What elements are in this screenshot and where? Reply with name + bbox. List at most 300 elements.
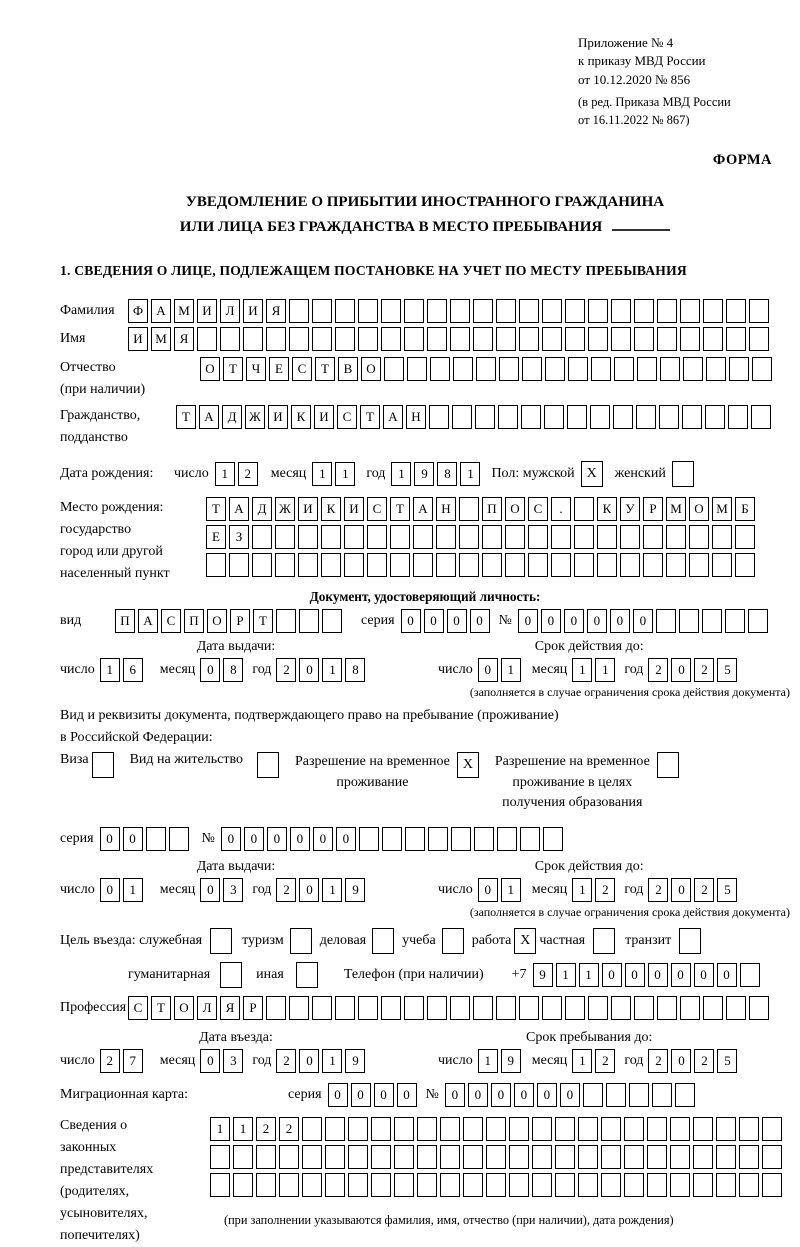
char-cell[interactable]: [728, 405, 748, 429]
char-cell[interactable]: [703, 299, 723, 323]
char-cell[interactable]: 0: [100, 878, 120, 902]
char-cell[interactable]: 8: [345, 658, 365, 682]
char-cell[interactable]: [497, 827, 517, 851]
char-cell[interactable]: 1: [501, 658, 521, 682]
char-cell[interactable]: [735, 525, 755, 549]
char-cell[interactable]: [473, 327, 493, 351]
char-cell[interactable]: Ж: [275, 497, 295, 521]
char-cell[interactable]: [430, 357, 450, 381]
char-cell[interactable]: [407, 357, 427, 381]
char-cell[interactable]: 0: [671, 1049, 691, 1073]
char-cell[interactable]: [749, 299, 769, 323]
char-cell[interactable]: [413, 553, 433, 577]
char-cell[interactable]: 2: [694, 1049, 714, 1073]
purpose-transit-checkbox[interactable]: [679, 928, 701, 954]
char-cell[interactable]: Р: [230, 609, 250, 633]
char-cell[interactable]: [371, 1117, 391, 1141]
char-cell[interactable]: [344, 525, 364, 549]
char-cell[interactable]: [482, 553, 502, 577]
char-cell[interactable]: [519, 299, 539, 323]
char-cell[interactable]: [634, 996, 654, 1020]
char-cell[interactable]: [528, 525, 548, 549]
char-cell[interactable]: 1: [478, 1049, 498, 1073]
char-cell[interactable]: [629, 1083, 649, 1107]
char-cell[interactable]: [670, 1145, 690, 1169]
char-cell[interactable]: [578, 1145, 598, 1169]
char-cell[interactable]: Ф: [128, 299, 148, 323]
char-cell[interactable]: 6: [123, 658, 143, 682]
char-cell[interactable]: [555, 1145, 575, 1169]
char-cell[interactable]: [436, 553, 456, 577]
char-cell[interactable]: [601, 1173, 621, 1197]
char-cell[interactable]: [614, 357, 634, 381]
char-cell[interactable]: О: [207, 609, 227, 633]
char-cell[interactable]: [751, 405, 771, 429]
char-cell[interactable]: [459, 553, 479, 577]
char-cell[interactable]: 2: [595, 878, 615, 902]
char-cell[interactable]: 0: [299, 1049, 319, 1073]
char-cell[interactable]: [394, 1117, 414, 1141]
purpose-study-checkbox[interactable]: [442, 928, 464, 954]
char-cell[interactable]: [413, 525, 433, 549]
char-cell[interactable]: [652, 1083, 672, 1107]
char-cell[interactable]: Д: [252, 497, 272, 521]
char-cell[interactable]: .: [551, 497, 571, 521]
char-cell[interactable]: 0: [244, 827, 264, 851]
char-cell[interactable]: 1: [501, 878, 521, 902]
char-cell[interactable]: [371, 1173, 391, 1197]
char-cell[interactable]: 0: [478, 878, 498, 902]
char-cell[interactable]: 1: [322, 878, 342, 902]
char-cell[interactable]: 0: [564, 609, 584, 633]
char-cell[interactable]: 1: [572, 878, 592, 902]
char-cell[interactable]: 0: [625, 963, 645, 987]
char-cell[interactable]: 0: [445, 1083, 465, 1107]
char-cell[interactable]: [450, 327, 470, 351]
char-cell[interactable]: 1: [391, 462, 411, 486]
char-cell[interactable]: [335, 327, 355, 351]
char-cell[interactable]: [476, 357, 496, 381]
char-cell[interactable]: [716, 1117, 736, 1141]
char-cell[interactable]: [528, 553, 548, 577]
char-cell[interactable]: [532, 1145, 552, 1169]
char-cell[interactable]: [762, 1117, 782, 1141]
char-cell[interactable]: [463, 1173, 483, 1197]
char-cell[interactable]: [555, 1117, 575, 1141]
char-cell[interactable]: [735, 553, 755, 577]
char-cell[interactable]: 0: [200, 1049, 220, 1073]
char-cell[interactable]: [726, 327, 746, 351]
char-cell[interactable]: [693, 1117, 713, 1141]
char-cell[interactable]: 0: [560, 1083, 580, 1107]
char-cell[interactable]: [659, 405, 679, 429]
char-cell[interactable]: [543, 827, 563, 851]
char-cell[interactable]: 2: [276, 878, 296, 902]
char-cell[interactable]: 0: [328, 1083, 348, 1107]
char-cell[interactable]: [689, 553, 709, 577]
char-cell[interactable]: О: [200, 357, 220, 381]
char-cell[interactable]: [359, 827, 379, 851]
char-cell[interactable]: [519, 327, 539, 351]
char-cell[interactable]: [725, 609, 745, 633]
char-cell[interactable]: [588, 299, 608, 323]
char-cell[interactable]: [473, 996, 493, 1020]
char-cell[interactable]: Н: [406, 405, 426, 429]
char-cell[interactable]: [417, 1145, 437, 1169]
char-cell[interactable]: 0: [537, 1083, 557, 1107]
char-cell[interactable]: [574, 497, 594, 521]
char-cell[interactable]: [322, 609, 342, 633]
char-cell[interactable]: [384, 357, 404, 381]
char-cell[interactable]: Т: [206, 497, 226, 521]
char-cell[interactable]: И: [268, 405, 288, 429]
char-cell[interactable]: [473, 299, 493, 323]
char-cell[interactable]: А: [151, 299, 171, 323]
char-cell[interactable]: [606, 1083, 626, 1107]
char-cell[interactable]: 0: [633, 609, 653, 633]
char-cell[interactable]: 0: [200, 658, 220, 682]
char-cell[interactable]: А: [138, 609, 158, 633]
char-cell[interactable]: Ч: [246, 357, 266, 381]
char-cell[interactable]: [726, 299, 746, 323]
char-cell[interactable]: [482, 525, 502, 549]
char-cell[interactable]: [348, 1117, 368, 1141]
char-cell[interactable]: [404, 996, 424, 1020]
char-cell[interactable]: [348, 1145, 368, 1169]
char-cell[interactable]: 1: [215, 462, 235, 486]
char-cell[interactable]: [509, 1117, 529, 1141]
char-cell[interactable]: [312, 996, 332, 1020]
char-cell[interactable]: [532, 1117, 552, 1141]
char-cell[interactable]: [394, 1173, 414, 1197]
char-cell[interactable]: [666, 553, 686, 577]
char-cell[interactable]: Е: [269, 357, 289, 381]
purpose-private-checkbox[interactable]: [593, 928, 615, 954]
char-cell[interactable]: 2: [256, 1117, 276, 1141]
char-cell[interactable]: 9: [345, 1049, 365, 1073]
char-cell[interactable]: [693, 1173, 713, 1197]
char-cell[interactable]: [417, 1117, 437, 1141]
char-cell[interactable]: 8: [223, 658, 243, 682]
char-cell[interactable]: [739, 1145, 759, 1169]
char-cell[interactable]: [624, 1173, 644, 1197]
char-cell[interactable]: [146, 827, 166, 851]
char-cell[interactable]: [748, 609, 768, 633]
char-cell[interactable]: [620, 553, 640, 577]
char-cell[interactable]: 1: [579, 963, 599, 987]
char-cell[interactable]: С: [161, 609, 181, 633]
char-cell[interactable]: 2: [648, 878, 668, 902]
char-cell[interactable]: С: [337, 405, 357, 429]
char-cell[interactable]: [381, 327, 401, 351]
char-cell[interactable]: Т: [176, 405, 196, 429]
char-cell[interactable]: 0: [336, 827, 356, 851]
char-cell[interactable]: [740, 963, 760, 987]
char-cell[interactable]: [693, 1145, 713, 1169]
char-cell[interactable]: 1: [335, 462, 355, 486]
char-cell[interactable]: [486, 1173, 506, 1197]
char-cell[interactable]: [716, 1145, 736, 1169]
char-cell[interactable]: [486, 1145, 506, 1169]
char-cell[interactable]: [289, 996, 309, 1020]
char-cell[interactable]: Т: [253, 609, 273, 633]
purpose-humanitarian-checkbox[interactable]: [220, 962, 242, 988]
char-cell[interactable]: 1: [595, 658, 615, 682]
char-cell[interactable]: [624, 1145, 644, 1169]
char-cell[interactable]: [505, 553, 525, 577]
char-cell[interactable]: [463, 1145, 483, 1169]
char-cell[interactable]: [289, 299, 309, 323]
char-cell[interactable]: 1: [100, 658, 120, 682]
char-cell[interactable]: 0: [478, 658, 498, 682]
char-cell[interactable]: 2: [276, 658, 296, 682]
char-cell[interactable]: 0: [468, 1083, 488, 1107]
char-cell[interactable]: [597, 525, 617, 549]
char-cell[interactable]: 0: [221, 827, 241, 851]
char-cell[interactable]: [299, 609, 319, 633]
char-cell[interactable]: Т: [151, 996, 171, 1020]
char-cell[interactable]: 0: [299, 878, 319, 902]
char-cell[interactable]: [381, 299, 401, 323]
char-cell[interactable]: [565, 299, 585, 323]
char-cell[interactable]: [545, 357, 565, 381]
char-cell[interactable]: [532, 1173, 552, 1197]
temp-residence-edu-checkbox[interactable]: [657, 752, 679, 778]
char-cell[interactable]: [275, 553, 295, 577]
char-cell[interactable]: [567, 405, 587, 429]
char-cell[interactable]: [417, 1173, 437, 1197]
char-cell[interactable]: Р: [643, 497, 663, 521]
sex-male-checkbox[interactable]: X: [581, 461, 603, 487]
char-cell[interactable]: [358, 996, 378, 1020]
char-cell[interactable]: [716, 1173, 736, 1197]
char-cell[interactable]: [427, 327, 447, 351]
char-cell[interactable]: 2: [100, 1049, 120, 1073]
char-cell[interactable]: [611, 996, 631, 1020]
char-cell[interactable]: 0: [123, 827, 143, 851]
char-cell[interactable]: 0: [717, 963, 737, 987]
char-cell[interactable]: М: [666, 497, 686, 521]
char-cell[interactable]: О: [689, 497, 709, 521]
char-cell[interactable]: 0: [671, 878, 691, 902]
char-cell[interactable]: И: [243, 299, 263, 323]
char-cell[interactable]: С: [292, 357, 312, 381]
char-cell[interactable]: [344, 553, 364, 577]
char-cell[interactable]: 0: [541, 609, 561, 633]
char-cell[interactable]: [679, 609, 699, 633]
char-cell[interactable]: [325, 1117, 345, 1141]
char-cell[interactable]: [243, 327, 263, 351]
char-cell[interactable]: [647, 1173, 667, 1197]
char-cell[interactable]: У: [620, 497, 640, 521]
char-cell[interactable]: 2: [694, 878, 714, 902]
char-cell[interactable]: З: [229, 525, 249, 549]
char-cell[interactable]: [624, 1117, 644, 1141]
char-cell[interactable]: [601, 1117, 621, 1141]
char-cell[interactable]: [381, 996, 401, 1020]
char-cell[interactable]: [509, 1173, 529, 1197]
char-cell[interactable]: [682, 405, 702, 429]
char-cell[interactable]: 0: [610, 609, 630, 633]
char-cell[interactable]: [634, 299, 654, 323]
char-cell[interactable]: [451, 827, 471, 851]
char-cell[interactable]: 0: [518, 609, 538, 633]
char-cell[interactable]: [680, 996, 700, 1020]
char-cell[interactable]: [542, 996, 562, 1020]
char-cell[interactable]: [703, 327, 723, 351]
char-cell[interactable]: [367, 553, 387, 577]
char-cell[interactable]: 9: [414, 462, 434, 486]
char-cell[interactable]: 1: [123, 878, 143, 902]
char-cell[interactable]: [206, 553, 226, 577]
purpose-official-checkbox[interactable]: [210, 928, 232, 954]
char-cell[interactable]: Я: [266, 299, 286, 323]
char-cell[interactable]: [302, 1145, 322, 1169]
char-cell[interactable]: [680, 327, 700, 351]
char-cell[interactable]: Н: [436, 497, 456, 521]
char-cell[interactable]: 1: [322, 1049, 342, 1073]
char-cell[interactable]: [197, 327, 217, 351]
char-cell[interactable]: И: [314, 405, 334, 429]
char-cell[interactable]: [498, 405, 518, 429]
char-cell[interactable]: [647, 1117, 667, 1141]
char-cell[interactable]: 2: [648, 658, 668, 682]
char-cell[interactable]: [266, 327, 286, 351]
char-cell[interactable]: [588, 996, 608, 1020]
char-cell[interactable]: [428, 827, 448, 851]
char-cell[interactable]: 7: [123, 1049, 143, 1073]
temp-residence-checkbox[interactable]: X: [457, 752, 479, 778]
char-cell[interactable]: [394, 1145, 414, 1169]
char-cell[interactable]: [574, 553, 594, 577]
char-cell[interactable]: [551, 525, 571, 549]
char-cell[interactable]: [496, 327, 516, 351]
char-cell[interactable]: [276, 609, 296, 633]
char-cell[interactable]: [643, 525, 663, 549]
char-cell[interactable]: [544, 405, 564, 429]
char-cell[interactable]: [302, 1173, 322, 1197]
char-cell[interactable]: [656, 609, 676, 633]
char-cell[interactable]: [542, 299, 562, 323]
char-cell[interactable]: 1: [556, 963, 576, 987]
char-cell[interactable]: 9: [345, 878, 365, 902]
char-cell[interactable]: П: [115, 609, 135, 633]
char-cell[interactable]: Д: [222, 405, 242, 429]
char-cell[interactable]: А: [413, 497, 433, 521]
char-cell[interactable]: [427, 996, 447, 1020]
char-cell[interactable]: [505, 525, 525, 549]
char-cell[interactable]: [429, 405, 449, 429]
char-cell[interactable]: [382, 827, 402, 851]
char-cell[interactable]: 1: [210, 1117, 230, 1141]
char-cell[interactable]: [440, 1145, 460, 1169]
char-cell[interactable]: [521, 405, 541, 429]
char-cell[interactable]: [675, 1083, 695, 1107]
char-cell[interactable]: [729, 357, 749, 381]
char-cell[interactable]: [643, 553, 663, 577]
char-cell[interactable]: [252, 553, 272, 577]
visa-checkbox[interactable]: [92, 752, 114, 778]
char-cell[interactable]: [459, 497, 479, 521]
char-cell[interactable]: [335, 996, 355, 1020]
char-cell[interactable]: [647, 1145, 667, 1169]
char-cell[interactable]: [233, 1145, 253, 1169]
char-cell[interactable]: [509, 1145, 529, 1169]
char-cell[interactable]: [590, 405, 610, 429]
char-cell[interactable]: 0: [671, 658, 691, 682]
char-cell[interactable]: А: [383, 405, 403, 429]
char-cell[interactable]: [726, 996, 746, 1020]
purpose-tourism-checkbox[interactable]: [290, 928, 312, 954]
char-cell[interactable]: 1: [312, 462, 332, 486]
char-cell[interactable]: [636, 405, 656, 429]
char-cell[interactable]: [312, 299, 332, 323]
char-cell[interactable]: 0: [401, 609, 421, 633]
char-cell[interactable]: Т: [390, 497, 410, 521]
char-cell[interactable]: [660, 357, 680, 381]
char-cell[interactable]: [739, 1173, 759, 1197]
char-cell[interactable]: 3: [223, 878, 243, 902]
char-cell[interactable]: [555, 1173, 575, 1197]
char-cell[interactable]: 1: [460, 462, 480, 486]
char-cell[interactable]: [657, 996, 677, 1020]
char-cell[interactable]: И: [298, 497, 318, 521]
char-cell[interactable]: К: [291, 405, 311, 429]
char-cell[interactable]: 0: [694, 963, 714, 987]
char-cell[interactable]: [574, 525, 594, 549]
char-cell[interactable]: [613, 405, 633, 429]
char-cell[interactable]: [404, 299, 424, 323]
char-cell[interactable]: 0: [587, 609, 607, 633]
char-cell[interactable]: [578, 1117, 598, 1141]
char-cell[interactable]: 0: [491, 1083, 511, 1107]
char-cell[interactable]: [390, 553, 410, 577]
char-cell[interactable]: [637, 357, 657, 381]
char-cell[interactable]: [450, 996, 470, 1020]
char-cell[interactable]: 2: [276, 1049, 296, 1073]
char-cell[interactable]: 0: [514, 1083, 534, 1107]
char-cell[interactable]: 2: [694, 658, 714, 682]
char-cell[interactable]: [542, 327, 562, 351]
char-cell[interactable]: 5: [717, 658, 737, 682]
char-cell[interactable]: [210, 1173, 230, 1197]
char-cell[interactable]: [474, 827, 494, 851]
char-cell[interactable]: [220, 327, 240, 351]
char-cell[interactable]: Ж: [245, 405, 265, 429]
char-cell[interactable]: 0: [290, 827, 310, 851]
char-cell[interactable]: 0: [447, 609, 467, 633]
char-cell[interactable]: [358, 299, 378, 323]
char-cell[interactable]: [611, 299, 631, 323]
purpose-other-checkbox[interactable]: [296, 962, 318, 988]
char-cell[interactable]: Я: [174, 327, 194, 351]
char-cell[interactable]: [666, 525, 686, 549]
char-cell[interactable]: [551, 553, 571, 577]
char-cell[interactable]: И: [344, 497, 364, 521]
char-cell[interactable]: В: [338, 357, 358, 381]
char-cell[interactable]: М: [712, 497, 732, 521]
char-cell[interactable]: О: [505, 497, 525, 521]
char-cell[interactable]: 0: [424, 609, 444, 633]
char-cell[interactable]: 1: [572, 658, 592, 682]
char-cell[interactable]: [321, 553, 341, 577]
char-cell[interactable]: 0: [602, 963, 622, 987]
char-cell[interactable]: [229, 553, 249, 577]
char-cell[interactable]: [405, 827, 425, 851]
char-cell[interactable]: [705, 405, 725, 429]
char-cell[interactable]: М: [174, 299, 194, 323]
char-cell[interactable]: [233, 1173, 253, 1197]
